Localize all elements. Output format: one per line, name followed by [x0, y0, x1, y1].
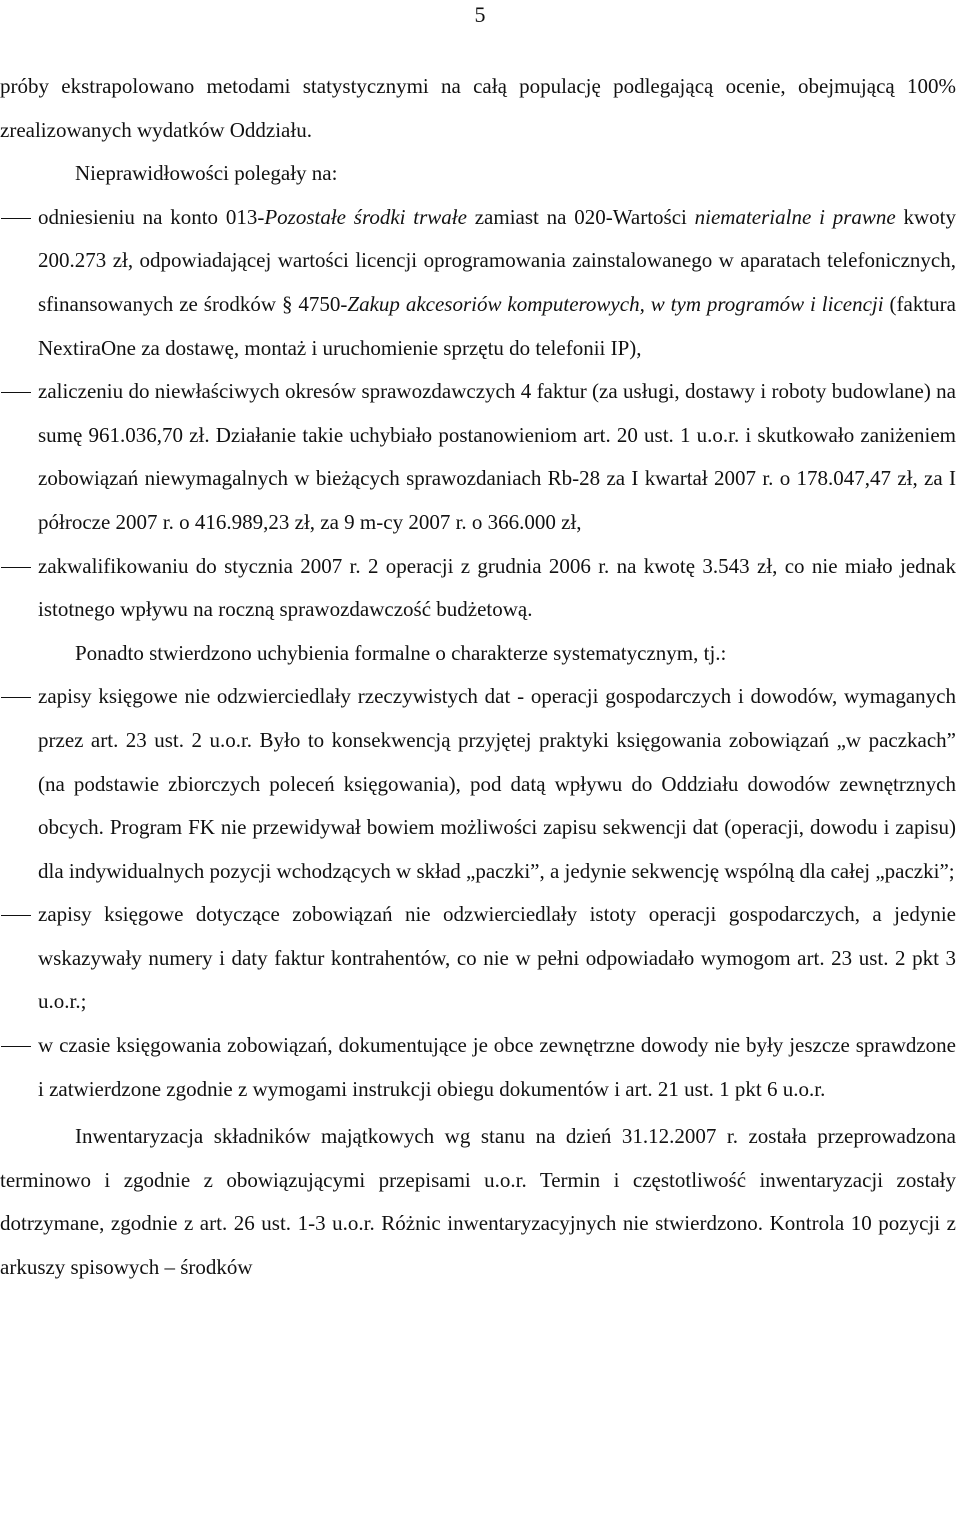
dash-bullet-icon: [0, 370, 34, 414]
paragraph-formal-issues-intro: Ponadto stwierdzono uchybienia formalne o charakterze systematycznym, tj.:: [75, 640, 727, 665]
list-item-text: zapisy księgowe dotyczące zobowiązań nie odzwierciedlały istoty operacji gospodarczych, a jedynie wskazywały numery i daty faktur kontrahentów, co nie w pełni odpowiadało wymogom art. 23 ust. 2 pkt 3 u.o.r.;: [38, 902, 956, 1014]
list-item: [0, 370, 956, 544]
dash-bullet-icon: [0, 196, 34, 240]
list-item: [0, 196, 956, 370]
list-item: [0, 893, 956, 1024]
paragraph-irregularities-intro: Nieprawidłowości polegały na:: [75, 161, 338, 186]
formal-issues-list: [0, 675, 956, 1111]
document-body: [0, 65, 956, 1290]
list-item: [0, 675, 956, 893]
paragraph-extrapolation: próby ekstrapolowano metodami statystycznymi na całą populację podlegającą ocenie, obejmującą 100% zrealizowanych wydatków Oddziału.: [0, 74, 956, 142]
list-item-text: odniesieniu na konto 013-Pozostałe środki trwałe zamiast na 020-Wartości niematerialne i prawne kwoty 200.273 zł, odpowiadającej wartości licencji oprogramowania zainstalowanego w aparatach telefonicznych, sfinansowanych ze środków § 4750-Zakup akcesoriów komputerowych, w tym programów i licencji (faktura NextiraOne za dostawę, montaż i uruchomienie sprzętu do telefonii IP),: [38, 204, 956, 360]
list-item-text: zaliczeniu do niewłaściwych okresów sprawozdawczych 4 faktur (za usługi, dostawy i roboty budowlane) na sumę 961.036,70 zł. Działanie takie uchybiało postanowieniom art. 20 ust. 1 u.o.r. i skutkowało zaniżeniem zobowiązań niewymagalnych w bieżących sprawozdaniach Rb-28 za I kwartał 2007 r. o 178.047,47 zł, za I półrocze 2007 r. o 416.989,23 zł, za 9 m-cy 2007 r. o 366.000 zł,: [38, 379, 956, 534]
paragraph-inventory: Inwentaryzacja składników majątkowych wg stanu na dzień 31.12.2007 r. została przeprowadzona terminowo i zgodnie z obowiązującymi przepisami u.o.r. Termin i częstotliwość inwentaryzacji zostały dotrzymane, zgodnie z art. 26 ust. 1-3 u.o.r. Różnic inwentaryzacyjnych nie stwierdzono. Kontrola 10 pozycji z arkuszy spisowych – środków: [0, 1124, 956, 1280]
dash-bullet-icon: [0, 545, 34, 589]
list-item: [0, 1024, 956, 1111]
irregularities-list: [0, 196, 956, 632]
list-item-text: w czasie księgowania zobowiązań, dokumentujące je obce zewnętrzne dowody nie były jeszcze sprawdzone i zatwierdzone zgodnie z wymogami instrukcji obiegu dokumentów i art. 21 ust. 1 pkt 6 u.o.r.: [38, 1033, 956, 1101]
dash-bullet-icon: [0, 1024, 34, 1068]
list-item-text: zakwalifikowaniu do stycznia 2007 r. 2 operacji z grudnia 2006 r. na kwotę 3.543 zł, co nie miało jednak istotnego wpływu na roczną sprawozdawczość budżetową.: [38, 553, 956, 622]
page-number: 5: [474, 2, 486, 27]
list-item-text: zapisy księgowe nie odzwierciedlały rzeczywistych dat - operacji gospodarczych i dowodów, wymaganych przez art. 23 ust. 2 u.o.r. Było to konsekwencją przyjętej praktyki księgowania zobowiązań „w paczkach” (na podstawie zbiorczych poleceń księgowania), pod datą wpływu do Oddziału dowodów zewnętrznych obcych. Program FK nie przewidywał bowiem możliwości zapisu sekwencji dat (operacji, dowodu i zapisu) dla indywidualnych pozycji wchodzących w skład „paczki”, a jedynie sekwencję wspólną dla całej „paczki”;: [38, 684, 956, 883]
dash-bullet-icon: [0, 675, 34, 719]
dash-bullet-icon: [0, 893, 34, 937]
list-item: [0, 545, 956, 632]
